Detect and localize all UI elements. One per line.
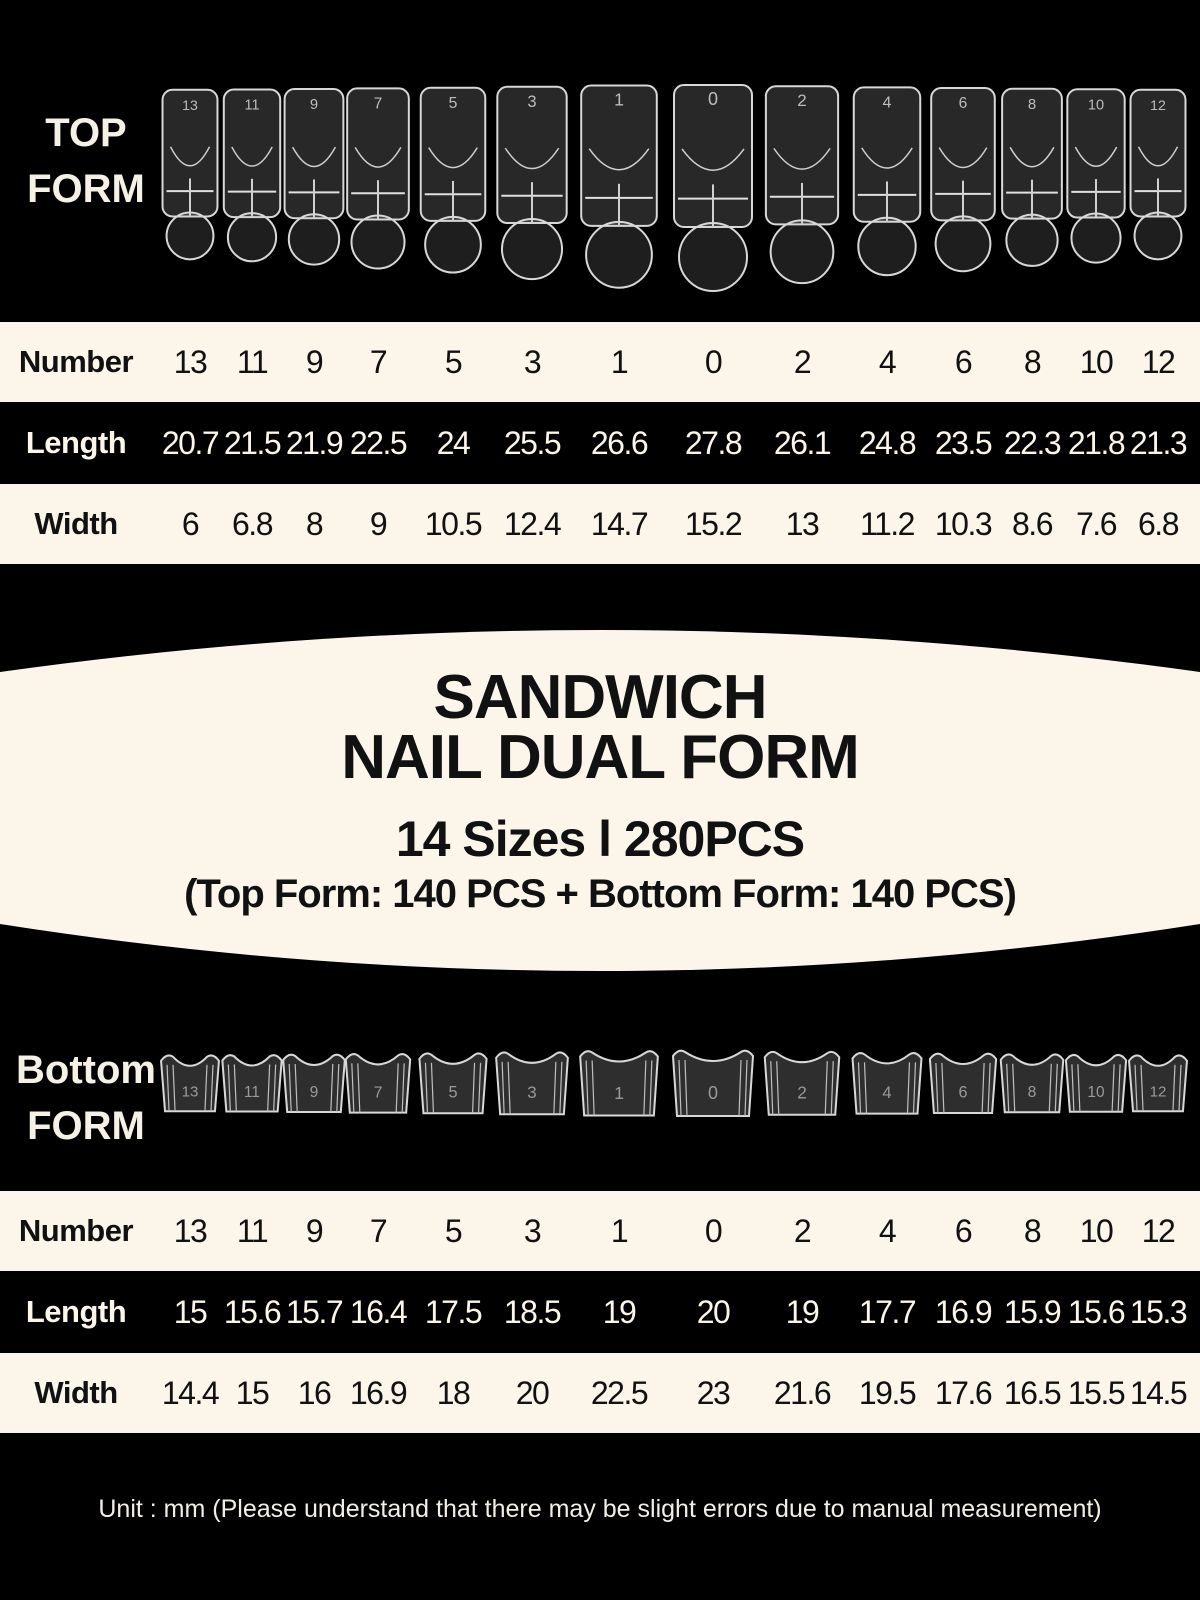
table-cell: 24.8 (858, 424, 916, 461)
table-cell: 15.6 (223, 1293, 281, 1330)
row-header: Number (18, 1213, 134, 1248)
top-nail-number: 10 (1087, 97, 1105, 114)
table-row-width (0, 1353, 1200, 1433)
bottom-nail-form (580, 1051, 658, 1115)
top-nail-number: 7 (373, 95, 383, 113)
table-cell: 22.5 (349, 424, 407, 461)
table-row-number (0, 1191, 1200, 1271)
table-cell: 11 (236, 343, 268, 380)
bottom-nail-number: 9 (309, 1084, 319, 1101)
bottom-nail-form (1129, 1055, 1187, 1111)
top-nail-tip (581, 86, 657, 288)
table-cell: 5 (444, 1212, 462, 1249)
table-cell: 4 (878, 343, 896, 380)
bottom-nail-form (765, 1052, 839, 1115)
table-cell: 14.4 (161, 1374, 219, 1411)
bottom-nail-form (496, 1052, 568, 1114)
table-cell: 3 (523, 1212, 541, 1249)
top-nail-tip (285, 89, 344, 265)
top-nail-tip (1002, 89, 1062, 266)
bottom-nail-form (161, 1055, 219, 1111)
table-cell: 21.3 (1129, 424, 1187, 461)
table-cell: 10.3 (934, 505, 992, 542)
bottom-nail-number: 2 (797, 1082, 807, 1103)
top-form-label-line2: FORM (27, 167, 145, 211)
top-nail-number: 9 (309, 97, 319, 113)
table-cell: 9 (305, 1212, 323, 1249)
product-banner (0, 628, 1200, 982)
unit-note: Unit : mm (Please understand that there may be slight errors due to manual measurement) (98, 1495, 1102, 1523)
top-nail-number: 5 (448, 94, 458, 112)
top-form-label-line1: TOP (45, 111, 127, 155)
table-cell: 12 (1141, 1212, 1175, 1249)
top-nail-tip (497, 87, 566, 279)
table-cell: 6 (181, 505, 199, 542)
bottom-nail-number: 3 (527, 1083, 537, 1103)
table-cell: 1 (610, 343, 628, 380)
top-nail-tip (1067, 89, 1124, 262)
table-cell: 15.9 (1003, 1293, 1061, 1330)
bottom-nail-number: 10 (1087, 1083, 1105, 1101)
top-nail-number: 0 (707, 89, 719, 109)
table-cell: 21.6 (773, 1374, 831, 1411)
bottom-nail-number: 13 (181, 1083, 199, 1101)
table-row-length (0, 403, 1200, 483)
table-cell: 17.7 (858, 1293, 916, 1330)
table-cell: 15.5 (1067, 1374, 1125, 1411)
top-nail-number: 3 (527, 91, 537, 111)
table-cell: 15.2 (684, 505, 742, 542)
table-cell: 11.2 (860, 505, 914, 542)
top-form-nails (0, 0, 1200, 300)
table-cell: 16.5 (1003, 1374, 1061, 1411)
bottom-nail-form (930, 1054, 996, 1113)
top-nail-number: 4 (882, 93, 892, 112)
table-cell: 20.7 (161, 424, 219, 461)
table-cell: 6.8 (1138, 505, 1178, 542)
top-nail-tip (674, 85, 752, 291)
table-cell: 7 (369, 343, 387, 380)
table-cell: 16 (297, 1374, 331, 1411)
table-cell: 27.8 (684, 424, 742, 461)
bottom-nail-number: 12 (1149, 1083, 1167, 1101)
table-cell: 23 (696, 1374, 730, 1411)
table-cell: 19 (785, 1293, 819, 1330)
bottom-nail-number: 11 (244, 1083, 260, 1101)
table-cell: 17.5 (424, 1293, 482, 1330)
top-nail-tip (421, 88, 486, 273)
table-cell: 15 (235, 1374, 269, 1411)
table-cell: 16.9 (934, 1293, 992, 1330)
table-cell: 15.7 (285, 1293, 343, 1330)
table-cell: 18.5 (503, 1293, 561, 1330)
table-cell: 6 (954, 343, 972, 380)
table-cell: 4 (878, 1212, 896, 1249)
table-cell: 22.3 (1003, 424, 1061, 461)
top-nail-tip (931, 88, 995, 271)
table-cell: 22.5 (590, 1374, 648, 1411)
bottom-nail-form (1001, 1054, 1064, 1112)
top-nail-tip (854, 87, 920, 275)
table-cell: 19 (602, 1293, 636, 1330)
bottom-nail-number: 1 (614, 1082, 624, 1103)
table-cell: 6 (954, 1212, 972, 1249)
table-cell: 13 (173, 343, 207, 380)
bottom-nail-form (222, 1055, 281, 1111)
bottom-form-nail-illustration (0, 1020, 1200, 1150)
top-nail-number: 6 (958, 95, 968, 112)
banner-detail: (Top Form: 140 PCS + Bottom Form: 140 PCS) (184, 872, 1016, 916)
bottom-nail-number: 7 (373, 1084, 383, 1102)
top-nail-number: 1 (614, 89, 624, 110)
table-cell: 15 (173, 1293, 207, 1330)
bottom-nail-form (283, 1055, 345, 1112)
table-row-width (0, 484, 1200, 564)
table-cell: 5 (444, 343, 462, 380)
table-row-length (0, 1272, 1200, 1352)
table-cell: 8 (1023, 343, 1041, 380)
row-header: Width (34, 506, 118, 541)
row-header: Length (25, 425, 127, 460)
table-cell: 12 (1141, 343, 1175, 380)
table-cell: 15.3 (1129, 1293, 1187, 1330)
banner-title-line2: NAIL DUAL FORM (341, 723, 859, 792)
table-cell: 2 (793, 1212, 811, 1249)
banner-title-line1: SANDWICH (433, 663, 767, 732)
row-header: Number (18, 344, 134, 379)
bottom-nail-form (346, 1054, 410, 1113)
table-cell: 10.5 (424, 505, 482, 542)
table-cell: 10 (1079, 1212, 1113, 1249)
table-cell: 1 (610, 1212, 628, 1249)
table-cell: 6.8 (232, 505, 272, 542)
top-nail-tip (347, 88, 409, 268)
table-cell: 25.5 (503, 424, 561, 461)
table-cell: 12.4 (503, 505, 561, 542)
table-cell: 8.6 (1012, 505, 1052, 542)
table-cell: 8 (1023, 1212, 1041, 1249)
top-nail-tip (163, 90, 218, 260)
bottom-form-label-line1: Bottom (16, 1048, 156, 1092)
table-cell: 21.8 (1067, 424, 1125, 461)
table-cell: 8 (305, 505, 323, 542)
table-cell: 11 (236, 1212, 268, 1249)
top-nail-number: 2 (797, 91, 807, 111)
bottom-nail-number: 5 (448, 1083, 458, 1102)
table-cell: 23.5 (934, 424, 992, 461)
bottom-form-label-line2: FORM (27, 1104, 145, 1148)
table-cell: 16.9 (349, 1374, 407, 1411)
bottom-nail-form (1066, 1055, 1126, 1112)
table-cell: 26.1 (773, 424, 831, 461)
bottom-nail-number: 8 (1027, 1084, 1037, 1102)
top-nail-tip (1131, 90, 1186, 260)
table-cell: 18 (436, 1374, 470, 1411)
bottom-nail-form (419, 1053, 486, 1113)
table-cell: 13 (173, 1212, 207, 1249)
table-cell: 19.5 (858, 1374, 916, 1411)
bottom-nail-number: 6 (958, 1083, 968, 1102)
table-cell: 13 (785, 505, 819, 542)
top-nail-number: 13 (182, 97, 198, 114)
table-cell: 0 (704, 1212, 722, 1249)
table-cell: 17.6 (934, 1374, 992, 1411)
table-cell: 0 (704, 343, 722, 380)
table-cell: 3 (523, 343, 541, 380)
top-nail-tip (224, 90, 280, 262)
top-nail-tip (766, 86, 838, 283)
bottom-nail-form (853, 1053, 922, 1114)
table-cell: 16.4 (349, 1293, 407, 1330)
table-cell: 9 (305, 343, 323, 380)
bottom-nail-number: 0 (707, 1083, 719, 1103)
top-nail-number: 8 (1027, 95, 1037, 113)
banner-subtitle: 14 Sizes l 280PCS (395, 811, 805, 867)
bottom-nail-number: 4 (882, 1082, 892, 1102)
top-nail-number: 12 (1150, 97, 1166, 114)
table-cell: 24 (436, 424, 470, 461)
row-header: Width (34, 1375, 118, 1410)
table-cell: 7 (369, 1212, 387, 1249)
table-cell: 20 (515, 1374, 549, 1411)
table-cell: 26.6 (590, 424, 648, 461)
table-cell: 2 (793, 343, 811, 380)
bottom-form-nails (0, 1020, 1200, 1150)
table-cell: 14.5 (1129, 1374, 1187, 1411)
top-form-nail-illustration (0, 0, 1200, 300)
table-cell: 21.5 (223, 424, 281, 461)
table-cell: 7.6 (1076, 505, 1116, 542)
table-row-number (0, 322, 1200, 402)
row-header: Length (25, 1294, 127, 1329)
table-cell: 21.9 (285, 424, 343, 461)
top-nail-number: 11 (244, 97, 260, 114)
table-cell: 20 (696, 1293, 730, 1330)
table-cell: 15.6 (1067, 1293, 1125, 1330)
table-cell: 14.7 (590, 505, 648, 542)
table-cell: 10 (1079, 343, 1113, 380)
table-cell: 9 (369, 505, 387, 542)
bottom-nail-form (673, 1051, 753, 1116)
